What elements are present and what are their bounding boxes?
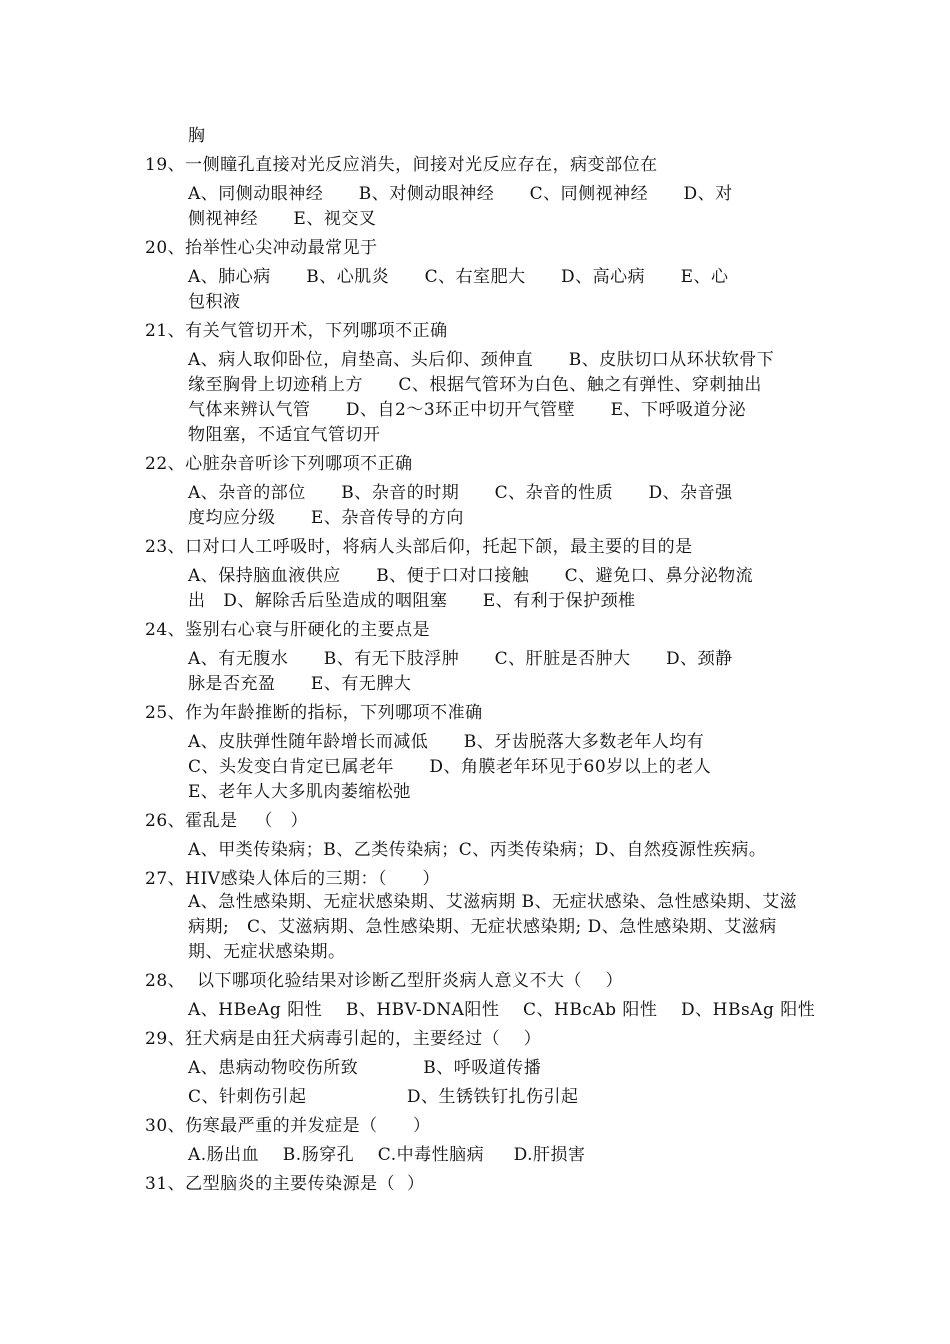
- option-line: A、患病动物咬伤所致 B、呼吸道传播: [188, 1058, 542, 1078]
- option-line: A、急性感染期、无症状感染期、艾滋病期 B、无症状感染、急性感染期、艾滋: [188, 892, 798, 912]
- question-line: 24、鉴别右心衰与肝硬化的主要点是: [145, 620, 431, 640]
- option-line: 脉是否充盈 E、有无脾大: [188, 674, 412, 694]
- question-line: 27、HIV感染人体后的三期：（ ）: [145, 869, 440, 889]
- option-line: A、甲类传染病；B、乙类传染病；C、丙类传染病；D、自然疫源性疾病。: [188, 840, 767, 860]
- question-line: 21、有关气管切开术，下列哪项不正确: [145, 321, 448, 341]
- option-line: A、同侧动眼神经 B、对侧动眼神经 C、同侧视神经 D、对: [188, 184, 733, 204]
- question-line: 30、伤寒最严重的并发症是（ ）: [145, 1116, 431, 1136]
- question-line: 26、霍乱是 （ ）: [145, 811, 309, 831]
- text-line: 胸: [188, 126, 206, 146]
- option-line: A、保持脑血液供应 B、便于口对口接触 C、避免口、鼻分泌物流: [188, 566, 754, 586]
- option-line: 期、无症状感染期。: [188, 942, 346, 962]
- question-line: 28、 以下哪项化验结果对诊断乙型肝炎病人意义不大（ ）: [145, 971, 624, 991]
- question-line: 29、狂犬病是由狂犬病毒引起的，主要经过（ ）: [145, 1029, 542, 1049]
- option-line: A、病人取仰卧位，肩垫高、头后仰、颈伸直 B、皮肤切口从环状软骨下: [188, 350, 775, 370]
- option-line: 病期; C、艾滋病期、急性感染期、无症状感染期; D、急性感染期、艾滋病: [188, 917, 777, 937]
- question-line: 25、作为年龄推断的指标，下列哪项不准确: [145, 703, 483, 723]
- option-line: 缘至胸骨上切迹稍上方 C、根据气管环为白色、触之有弹性、穿刺抽出: [188, 375, 762, 395]
- question-line: 22、心脏杂音听诊下列哪项不正确: [145, 454, 413, 474]
- option-line: 侧视神经 E、视交叉: [188, 209, 377, 229]
- option-line: A、肺心病 B、心肌炎 C、右室肥大 D、高心病 E、心: [188, 267, 729, 287]
- option-line: 物阻塞，不适宜气管切开: [188, 425, 381, 445]
- option-line: E、老年人大多肌肉萎缩松弛: [188, 782, 411, 802]
- question-line: 23、口对口人工呼吸时，将病人头部后仰，托起下颌，最主要的目的是: [145, 537, 693, 557]
- option-line: 包积液: [188, 292, 241, 312]
- option-line: A、皮肤弹性随年龄增长而减低 B、牙齿脱落大多数老年人均有: [188, 732, 705, 752]
- option-line: C、头发变白肯定已属老年 D、角膜老年环见于60岁以上的老人: [188, 757, 712, 777]
- option-line: 度均应分级 E、杂音传导的方向: [188, 508, 464, 528]
- question-line: 20、抬举性心尖冲动最常见于: [145, 238, 378, 258]
- option-line: C、针刺伤引起 D、生锈铁钉扎伤引起: [188, 1087, 579, 1107]
- option-line: 出 D、解除舌后坠造成的咽阻塞 E、有利于保护颈椎: [188, 591, 636, 611]
- option-line: 气体来辨认气管 D、自2～3环正中切开气管壁 E、下呼吸道分泌: [188, 400, 747, 420]
- option-line: A、杂音的部位 B、杂音的时期 C、杂音的性质 D、杂音强: [188, 483, 733, 503]
- option-line: A、有无腹水 B、有无下肢浮肿 C、肝脏是否肿大 D、颈静: [188, 649, 733, 669]
- question-line: 31、乙型脑炎的主要传染源是（ ）: [145, 1174, 425, 1194]
- option-line: A、HBeAg 阳性 B、HBV-DNA阳性 C、HBcAb 阳性 D、HBsAg 阳性: [188, 1000, 816, 1020]
- option-line: A.肠出血 B.肠穿孔 C.中毒性脑病 D.肝损害: [188, 1145, 586, 1165]
- question-line: 19、一侧瞳孔直接对光反应消失，间接对光反应存在，病变部位在: [145, 155, 658, 175]
